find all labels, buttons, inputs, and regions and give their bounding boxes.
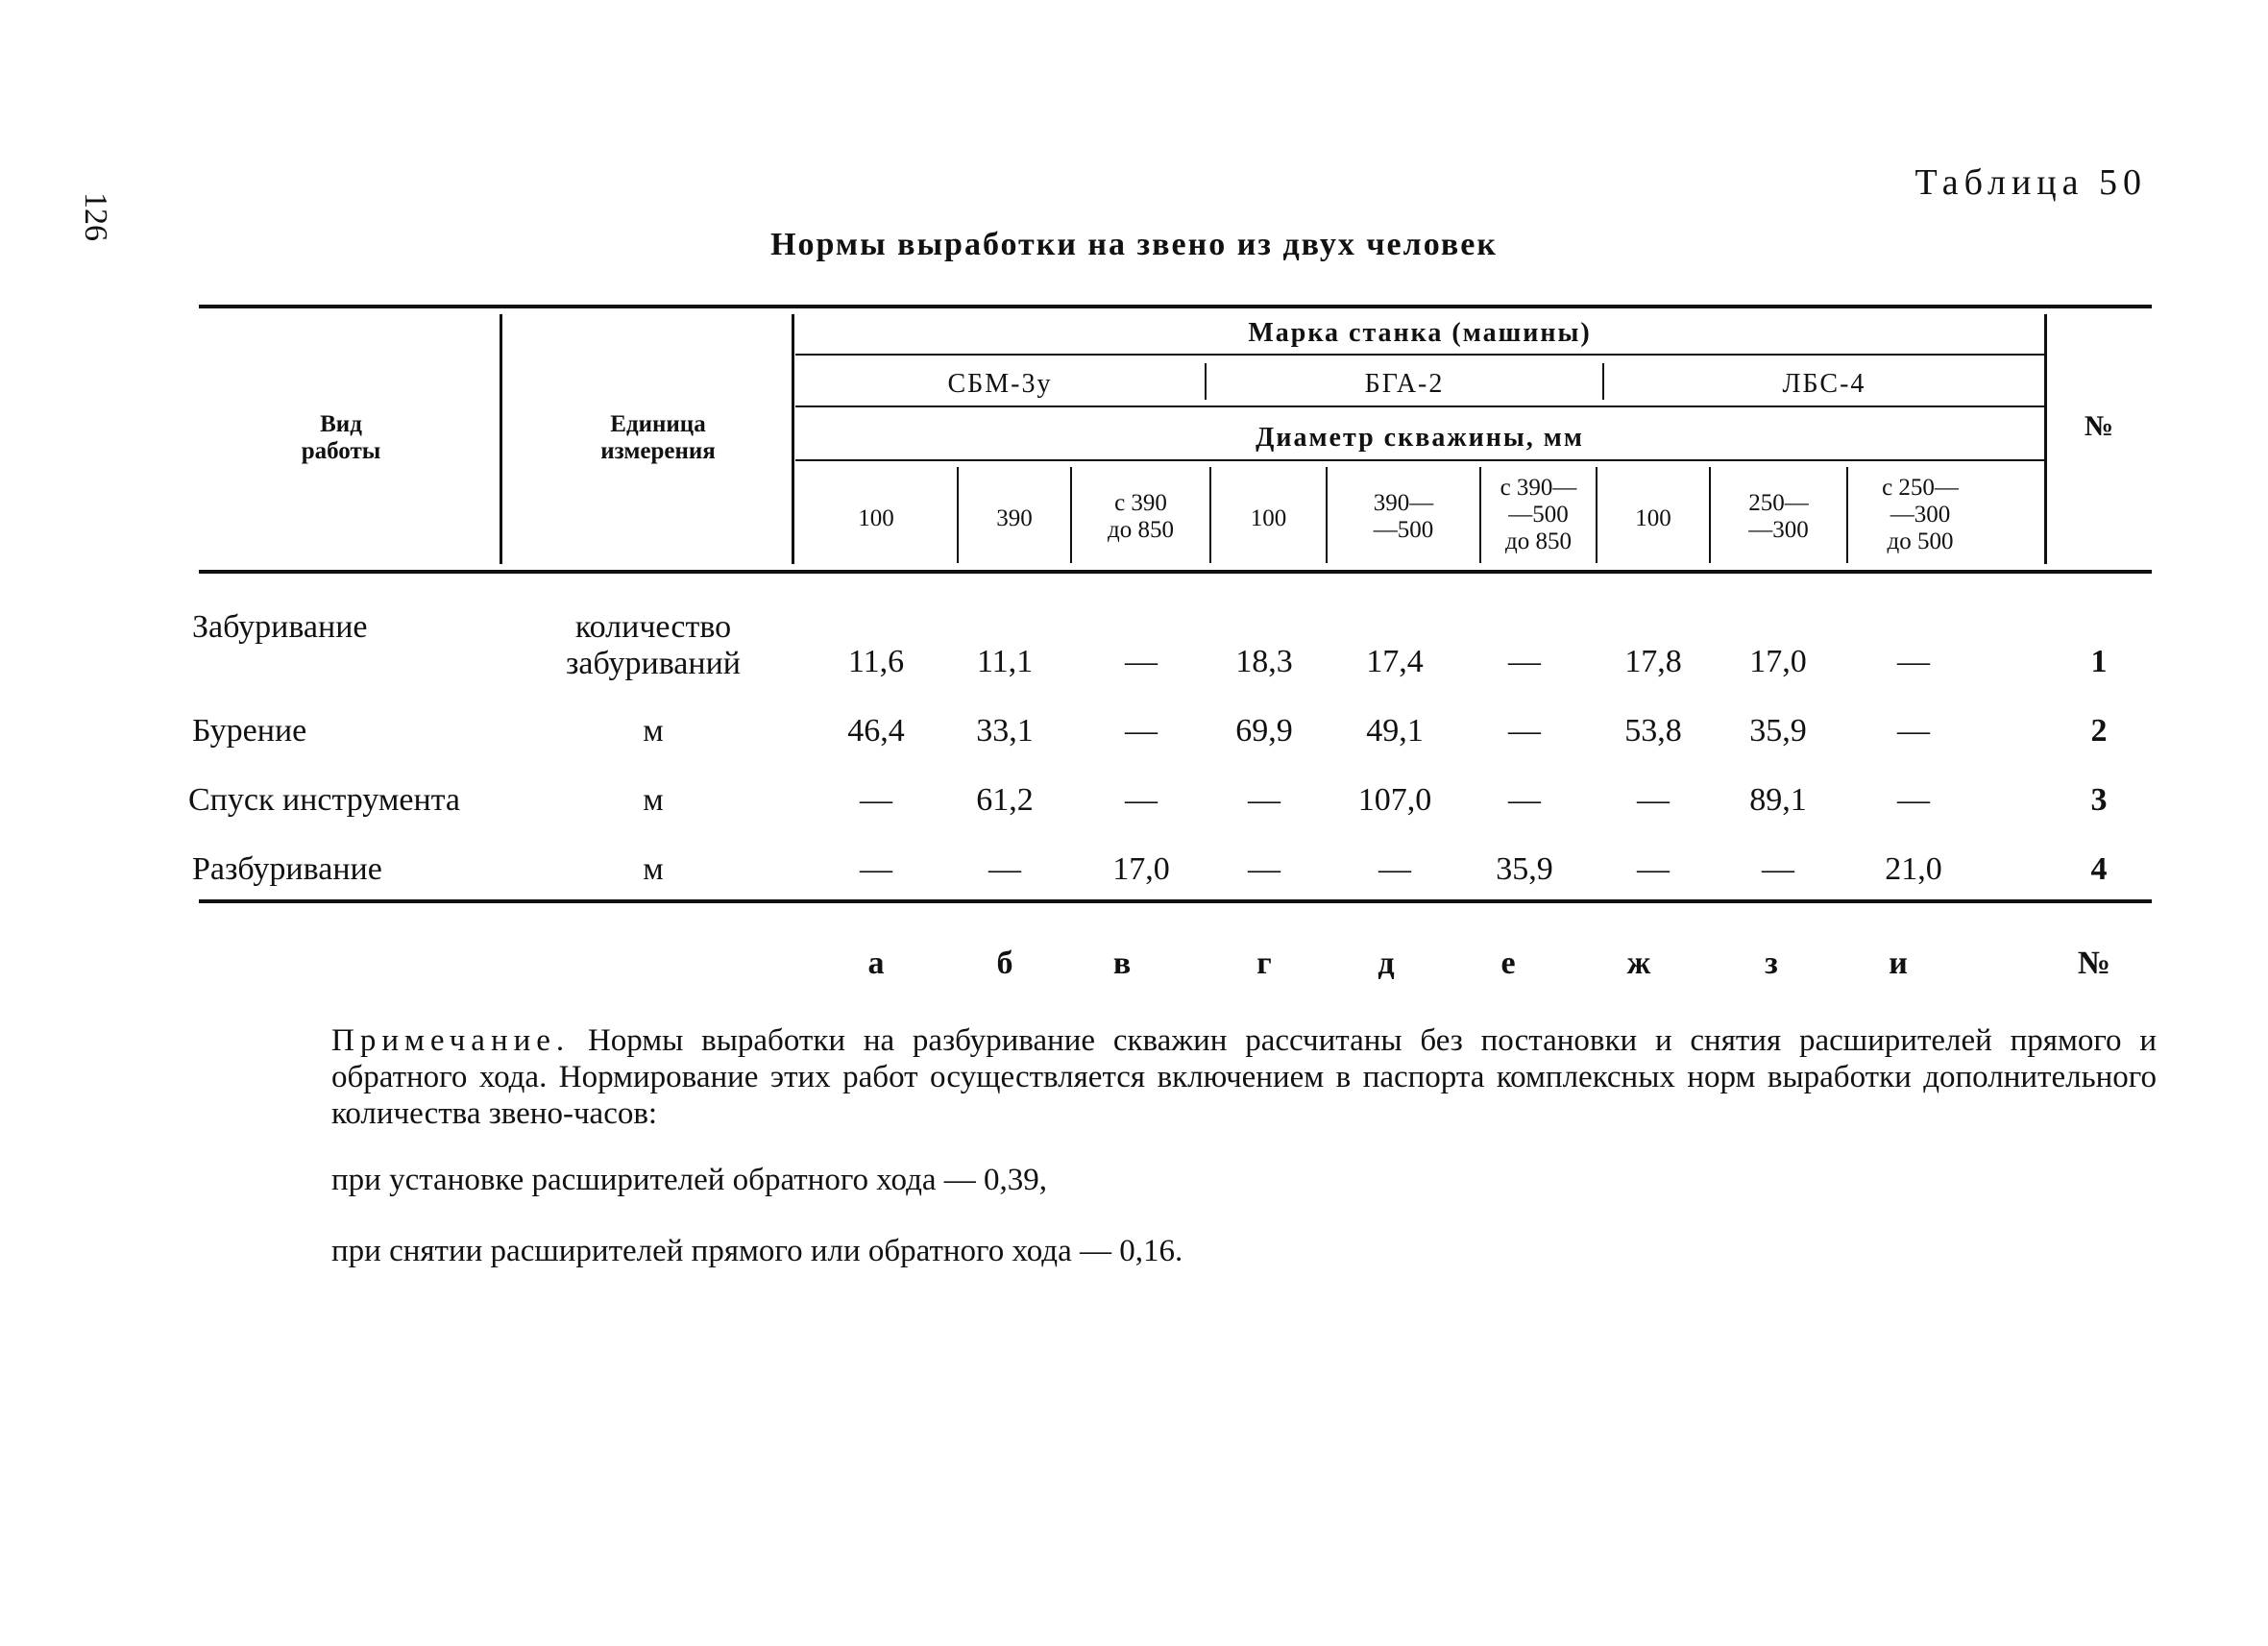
table-cell: 35,9: [1496, 851, 1553, 887]
machines-rule: [795, 405, 2044, 407]
column-letter: №: [2077, 946, 2111, 981]
brand-rule: [795, 354, 2044, 356]
table-bottom-rule: [199, 899, 2152, 903]
table-cell: 21,0: [1885, 851, 1942, 887]
table-cell: 18,3: [1235, 644, 1293, 679]
header-diameter: Диаметр скважины, мм: [1256, 423, 1584, 453]
machine-lbs: ЛБС-4: [1782, 369, 1866, 399]
table-cell: —: [1637, 782, 1670, 818]
header-work-type: Вид работы: [301, 411, 381, 464]
table-cell: 61,2: [976, 782, 1034, 818]
table-row-unit: м: [643, 851, 664, 887]
note-text: Нормы выработки на разбуривание скважин рассчитаны без постановки и снятия расширителей прямого и обратного хода. Нормирование этих работ осуществляется включением в паспорта комплексных норм выработки дополнительного количества звено-часов:: [331, 1023, 2157, 1131]
column-letter: а: [867, 946, 885, 981]
table-cell: 49,1: [1366, 713, 1424, 749]
column-letter: и: [1889, 946, 1908, 981]
table-cell: 89,1: [1749, 782, 1807, 818]
diameter-header: 100: [1250, 505, 1287, 531]
table-cell: —: [1248, 851, 1280, 887]
table-row-label: Разбуривание: [192, 851, 382, 887]
table-row-unit: количество забуриваний: [565, 609, 741, 681]
table-cell: —: [1125, 644, 1158, 679]
table-cell: 46,4: [847, 713, 905, 749]
column-letter: е: [1500, 946, 1516, 981]
table-cell: 11,1: [976, 644, 1034, 679]
column-letter: ж: [1626, 946, 1651, 981]
machine-bga: БГА-2: [1364, 369, 1445, 399]
table-row-label: Бурение: [192, 713, 307, 749]
diameter-header: 100: [1635, 505, 1671, 531]
column-letter: б: [996, 946, 1013, 981]
note-item: при снятии расширителей прямого или обратного хода — 0,16.: [331, 1234, 1183, 1268]
diameter-header: с 390— —500 до 850: [1500, 475, 1577, 554]
table-top-rule: [199, 305, 2152, 308]
machine-sbm: СБМ-3у: [947, 369, 1053, 399]
column-letter: в: [1112, 946, 1132, 981]
note-paragraph: [331, 1022, 2157, 1132]
table-cell: —: [1897, 713, 1930, 749]
table-cell: 17,0: [1112, 851, 1170, 887]
column-letter: д: [1378, 946, 1395, 981]
table-cell: —: [1508, 782, 1541, 818]
table-cell: —: [1125, 713, 1158, 749]
column-letter: г: [1256, 946, 1272, 981]
col-divider-number: [2044, 314, 2047, 564]
table-cell: 107,0: [1357, 782, 1432, 818]
column-letter: з: [1765, 946, 1778, 981]
table-row-unit: м: [643, 782, 664, 818]
table-cell: —: [1125, 782, 1158, 818]
table-cell: 35,9: [1749, 713, 1807, 749]
table-row-number: 2: [2090, 713, 2108, 749]
page-number: 126: [78, 192, 113, 241]
note-item: при установке расширителей обратного хода — 0,39,: [331, 1163, 1048, 1197]
table-cell: 33,1: [976, 713, 1034, 749]
table-cell: —: [1897, 782, 1930, 818]
note-lead: Примечание.: [331, 1023, 571, 1058]
diameter-header: 100: [858, 505, 894, 531]
table-cell: —: [988, 851, 1021, 887]
table-cell: —: [1762, 851, 1794, 887]
header-machine-brand: Марка станка (машины): [1248, 318, 1592, 348]
col-divider-values: [792, 314, 794, 564]
table-cell: 17,8: [1624, 644, 1682, 679]
diameter-rule: [795, 459, 2044, 461]
table-cell: —: [1378, 851, 1411, 887]
table-row-label: Спуск инструмента: [188, 782, 461, 818]
diameter-header: 390— —500: [1373, 490, 1434, 543]
table-cell: —: [1248, 782, 1280, 818]
header-bottom-rule: [199, 570, 2152, 574]
table-row-label: Забуривание: [192, 609, 368, 645]
table-title: Нормы выработки на звено из двух человек: [770, 227, 1498, 262]
diameter-header: 250— —300: [1748, 490, 1809, 543]
diameter-header: 390: [996, 505, 1033, 531]
table-cell: —: [1508, 644, 1541, 679]
table-cell: —: [1508, 713, 1541, 749]
table-cell: 11,6: [847, 644, 905, 679]
table-cell: —: [1637, 851, 1670, 887]
table-cell: 17,4: [1366, 644, 1424, 679]
diameter-header: с 250— —300 до 500: [1882, 475, 1959, 554]
table-cell: —: [860, 782, 892, 818]
diameter-header: с 390 до 850: [1108, 490, 1174, 543]
table-row-unit: м: [643, 713, 664, 749]
table-cell: —: [860, 851, 892, 887]
table-cell: 69,9: [1235, 713, 1293, 749]
table-row-number: 1: [2090, 644, 2108, 679]
header-unit: Единица измерения: [600, 411, 716, 464]
table-cell: 17,0: [1749, 644, 1807, 679]
table-row-number: 4: [2090, 851, 2108, 887]
col-divider-unit: [500, 314, 502, 564]
table-label: Таблица 50: [1914, 162, 2147, 203]
table-cell: —: [1897, 644, 1930, 679]
header-number: №: [2084, 410, 2114, 442]
table-row-number: 3: [2090, 782, 2108, 818]
table-cell: 53,8: [1624, 713, 1682, 749]
